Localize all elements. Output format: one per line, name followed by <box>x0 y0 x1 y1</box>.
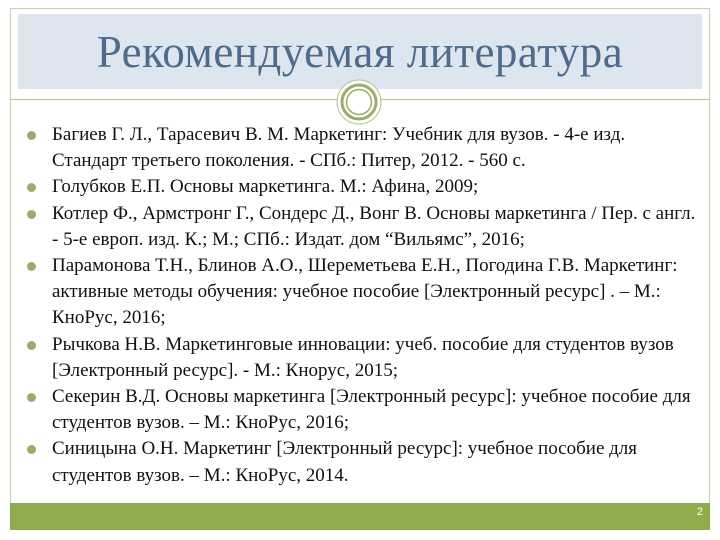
bullet-icon <box>27 131 36 140</box>
reference-text: Рычкова Н.В. Маркетинговые инновации: учеб. пособие для студентов вузов [Электронный ресурс]. - М.: Кнорус, 2015; <box>52 333 674 381</box>
reference-text: Котлер Ф., Армстронг Г., Сондерс Д., Вонг В. Основы маркетинга / Пер. с англ. - 5-е европ. изд. К.; М.; СПб.: Издат. дом “Вильямс”, 2016; <box>52 202 696 250</box>
reference-item <box>18 332 702 384</box>
reference-text: Секерин В.Д. Основы маркетинга [Электронный ресурс]: учебное пособие для студентов вузов. – М.: КноРус, 2016; <box>52 386 691 434</box>
reference-text: Синицына О.Н. Маркетинг [Электронный ресурс]: учебное пособие для студентов вузов. – М.: КноРус, 2014. <box>52 438 638 486</box>
bullet-icon <box>27 393 36 402</box>
bullet-icon <box>27 210 36 219</box>
reference-item <box>18 436 702 488</box>
bullet-icon <box>27 341 36 350</box>
reference-item <box>18 384 702 436</box>
reference-item <box>18 201 702 253</box>
reference-item <box>18 122 702 174</box>
bullet-icon <box>27 183 36 192</box>
slide-title: Рекомендуемая литература <box>96 26 624 77</box>
reference-item <box>18 174 702 200</box>
bullet-icon <box>27 445 36 454</box>
reference-text: Парамонова Т.Н., Блинов А.О., Шереметьева Е.Н., Погодина Г.В. Маркетинг: активные методы обучения: учебное пособие [Электронный ресурс] . – М.: КноРус, 2016; <box>52 255 678 329</box>
circle-ornament-icon <box>336 79 382 125</box>
reference-list <box>18 122 702 489</box>
page-number: 2 <box>696 506 703 518</box>
footer-bar <box>10 503 710 530</box>
reference-item <box>18 253 702 332</box>
reference-text: Голубков Е.П. Основы маркетинга. М.: Афина, 2009; <box>52 176 479 198</box>
reference-text: Багиев Г. Л., Тарасевич В. М. Маркетинг: Учебник для вузов. - 4-е изд. Стандарт третьего поколения. - СПб.: Питер, 2012. - 560 с. <box>52 124 626 172</box>
bullet-icon <box>27 262 36 271</box>
